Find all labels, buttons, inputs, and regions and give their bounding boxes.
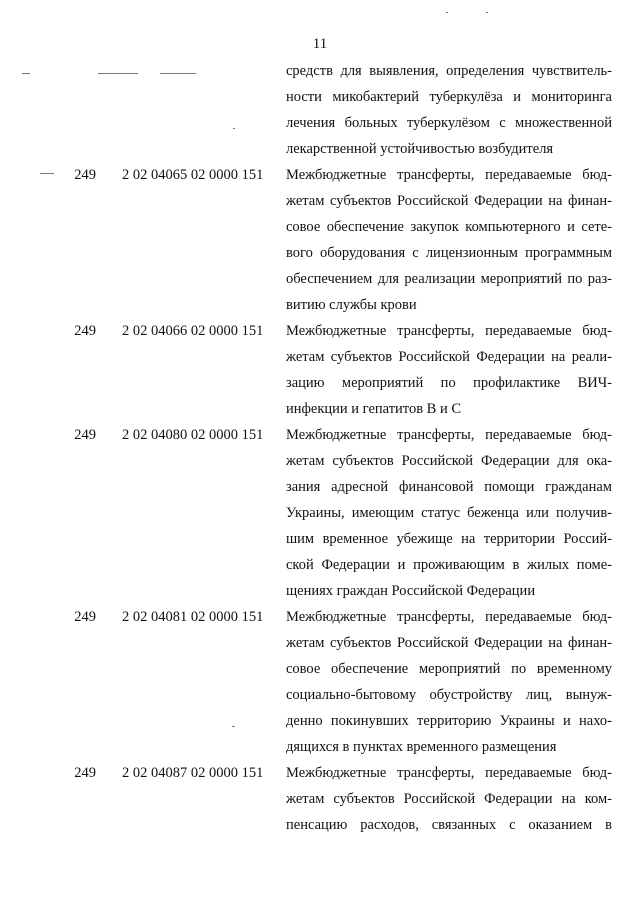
table-row — [0, 58, 640, 162]
description-line: денно покинувших территорию Украины и нахо- — [286, 713, 612, 729]
admin-code: 249 — [74, 427, 96, 443]
description-line: жетам субъектов Российской Федерации для ока- — [286, 453, 612, 469]
scan-speck — [446, 12, 448, 13]
table-row — [0, 604, 640, 760]
budget-code: 2 02 04066 02 0000 151 — [122, 323, 264, 339]
entry-description — [286, 604, 612, 760]
description-line: совое обеспечение закупок компьютерного и сете- — [286, 219, 612, 235]
table-row — [0, 162, 640, 318]
description-line: жетам субъектов Российской Федерации на ком- — [286, 791, 612, 807]
description-line: вого оборудования с лицензионным программным — [286, 245, 612, 261]
description-line: обеспечением для реализации мероприятий по раз- — [286, 271, 612, 287]
description-line: жетам субъектов Российской Федерации на финан- — [286, 635, 612, 651]
description-line: Межбюджетные трансферты, передаваемые бюд- — [286, 167, 612, 183]
description-line: инфекции и гепатитов В и С — [286, 401, 462, 417]
description-line: зания адресной финансовой помощи гражданам — [286, 479, 612, 495]
entry-description — [286, 162, 612, 318]
budget-code: 2 02 04080 02 0000 151 — [122, 427, 264, 443]
table-row — [0, 422, 640, 604]
description-line: шим временное убежище на территории Россий- — [286, 531, 612, 547]
scan-speck — [486, 12, 488, 13]
entry-description — [286, 760, 612, 838]
table-row — [0, 318, 640, 422]
description-line: щениях граждан Российской Федерации — [286, 583, 536, 599]
page-number: 11 — [312, 36, 328, 52]
budget-code: 2 02 04087 02 0000 151 — [122, 765, 264, 781]
description-line: дящихся в пунктах временного размещения — [286, 739, 557, 755]
description-line: лекарственной устойчивостью возбудителя — [286, 141, 554, 157]
description-line: жетам субъектов Российской Федерации на финан- — [286, 193, 612, 209]
admin-code: 249 — [74, 765, 96, 781]
description-line: Межбюджетные трансферты, передаваемые бюд- — [286, 765, 612, 781]
admin-code: 249 — [74, 323, 96, 339]
entry-description — [286, 58, 612, 162]
description-line: совое обеспечение мероприятий по временному — [286, 661, 612, 677]
entries-table — [0, 58, 640, 838]
description-line: витию службы крови — [286, 297, 417, 313]
admin-code: 249 — [74, 609, 96, 625]
description-line: пенсацию расходов, связанных с оказанием в — [286, 817, 612, 833]
entry-description — [286, 422, 612, 604]
description-line: ности микобактерий туберкулёза и мониторинга — [286, 89, 612, 105]
description-line: лечения больных туберкулёзом с множественной — [286, 115, 612, 131]
description-line: Межбюджетные трансферты, передаваемые бюд- — [286, 427, 612, 443]
description-line: Межбюджетные трансферты, передаваемые бюд- — [286, 609, 612, 625]
description-line: социально-бытовому обустройству лиц, вынуж- — [286, 687, 612, 703]
budget-code: 2 02 04081 02 0000 151 — [122, 609, 264, 625]
entry-description — [286, 318, 612, 422]
admin-code: 249 — [74, 167, 96, 183]
description-line: зацию мероприятий по профилактике ВИЧ- — [286, 375, 612, 391]
description-line: Украины, имеющим статус беженца или получив- — [286, 505, 612, 521]
description-line: жетам субъектов Российской Федерации на реали- — [286, 349, 612, 365]
description-line: средств для выявления, определения чувствитель- — [286, 63, 612, 79]
budget-code: 2 02 04065 02 0000 151 — [122, 167, 264, 183]
description-line: Межбюджетные трансферты, передаваемые бюд- — [286, 323, 612, 339]
description-line: ской Федерации и проживающим в жилых поме- — [286, 557, 612, 573]
table-row — [0, 760, 640, 838]
